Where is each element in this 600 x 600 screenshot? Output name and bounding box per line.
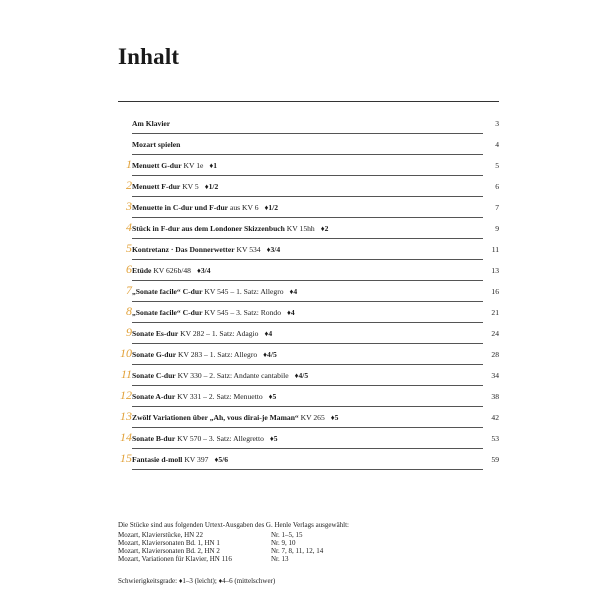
source-row (118, 555, 499, 563)
toc-number: 5 (126, 241, 132, 255)
toc-title: Etüde (132, 266, 152, 275)
toc-leader-line (132, 448, 483, 449)
toc-page-number: 13 (482, 266, 499, 276)
toc-entry (132, 371, 311, 381)
toc-leader-line (132, 280, 483, 281)
toc-level: ♦4 (287, 308, 295, 317)
toc-leader-line (132, 133, 483, 134)
toc-subtitle: KV 1e (181, 161, 204, 170)
toc-title: Zwölf Variationen über „Ah, vous dirai-je Maman“ (132, 413, 299, 422)
toc-page-number: 7 (482, 203, 499, 213)
toc-title: „Sonate facile“ C-dur (132, 308, 203, 317)
source-edition: Mozart, Klaviersonaten Bd. 1, HN 1 (118, 539, 220, 547)
toc-level: ♦3/4 (266, 245, 281, 254)
toc-title: Mozart spielen (132, 140, 181, 149)
toc-level: ♦4 (289, 287, 298, 296)
toc-title: Sonate B-dur (132, 434, 176, 443)
toc-row (118, 157, 499, 181)
toc-entry (132, 308, 298, 318)
toc-page-number: 5 (482, 161, 499, 171)
toc-row (118, 325, 499, 349)
toc-number: 11 (120, 367, 132, 381)
page-title: Inhalt (118, 44, 180, 69)
toc-subtitle: KV 282 – 1. Satz: Adagio (178, 329, 259, 338)
toc-page-number: 24 (482, 329, 499, 339)
toc-number: 4 (126, 220, 132, 234)
toc-title: Menuett G-dur (132, 161, 182, 170)
toc-subtitle: KV 545 – 3. Satz: Rondo (202, 308, 281, 317)
toc-level: ♦5 (269, 434, 278, 443)
toc-leader-line (132, 322, 483, 323)
toc-entry (132, 287, 300, 297)
toc-number: 1 (126, 157, 132, 171)
toc-entry (132, 245, 283, 255)
toc-row (118, 241, 499, 265)
toc-title: Kontretanz · Das Donnerwetter (132, 245, 235, 254)
source-edition: Mozart, Klavierstücke, HN 22 (118, 531, 203, 539)
toc-leader-line (132, 175, 483, 176)
toc-subtitle: KV 330 – 2. Satz: Andante cantabile (175, 371, 289, 380)
toc-page-number: 16 (482, 287, 499, 297)
toc-number: 7 (126, 283, 132, 297)
toc-title: Fantasie d-moll (132, 455, 183, 464)
source-numbers: Nr. 1–5, 15 (271, 531, 303, 539)
toc-subtitle: KV 15hh (284, 224, 315, 233)
toc-page-number: 11 (482, 245, 499, 255)
source-numbers: Nr. 7, 8, 11, 12, 14 (271, 547, 324, 555)
sources-list (118, 531, 499, 563)
toc-leader-line (132, 259, 483, 260)
toc-page-number: 34 (482, 371, 499, 381)
toc-row (118, 346, 499, 370)
sources-section (118, 521, 499, 563)
toc-title: Menuett F-dur (132, 182, 181, 191)
toc-entry (132, 413, 341, 423)
toc-row (118, 367, 499, 391)
toc-row (118, 388, 499, 412)
toc-row (118, 451, 499, 475)
toc-entry (132, 140, 189, 150)
toc-page-number: 42 (482, 413, 499, 423)
toc-row (118, 178, 499, 202)
toc-subtitle: KV 397 (182, 455, 209, 464)
toc-page-number: 3 (482, 119, 499, 129)
toc-level: ♦5/6 (214, 455, 229, 464)
toc-level: ♦5 (268, 392, 277, 401)
toc-title: Menuette in C-dur und F-dur (132, 203, 229, 212)
toc-title: „Sonate facile“ C-dur (132, 287, 203, 296)
toc-subtitle: KV 570 – 3. Satz: Allegretto (175, 434, 264, 443)
toc-level: ♦4/5 (263, 350, 277, 359)
toc-leader-line (132, 196, 483, 197)
toc-title: Am Klavier (132, 119, 171, 128)
toc-page-number: 38 (482, 392, 499, 402)
source-numbers: Nr. 13 (271, 555, 289, 563)
source-edition: Mozart, Variationen für Klavier, HN 116 (118, 555, 232, 563)
toc-entry (132, 161, 220, 171)
toc-leader-line (132, 469, 483, 470)
source-row (118, 531, 499, 539)
toc-page-number: 28 (482, 350, 499, 360)
difficulty-legend: Schwierigkeitsgrade: ♦1–3 (leicht); ♦4–6 (mittelschwer) (118, 577, 276, 585)
toc-leader-line (132, 385, 483, 386)
source-numbers: Nr. 9, 10 (271, 539, 296, 547)
toc-subtitle: KV 265 (298, 413, 325, 422)
toc-subtitle: KV 5 (180, 182, 199, 191)
toc-number: 8 (126, 304, 132, 318)
toc-level: ♦1 (209, 161, 218, 170)
toc-title: Stück in F-dur aus dem Londoner Skizzenbuch (132, 224, 285, 233)
toc-level: ♦1/2 (204, 182, 219, 191)
toc-entry (132, 329, 275, 339)
source-row (118, 547, 499, 555)
toc-row (118, 220, 499, 244)
toc-row (118, 304, 499, 328)
toc-page-number: 53 (482, 434, 499, 444)
toc-page-number: 4 (482, 140, 499, 150)
toc-subtitle: KV 545 – 1. Satz: Allegro (202, 287, 284, 296)
toc-number: 9 (126, 325, 132, 339)
toc-title: Sonate Es-dur (132, 329, 179, 338)
table-of-contents (118, 118, 499, 475)
toc-entry (132, 392, 279, 402)
toc-entry (132, 455, 231, 465)
toc-level: ♦5 (330, 413, 339, 422)
toc-number: 10 (120, 346, 132, 360)
toc-row (118, 262, 499, 286)
toc-row (118, 139, 499, 160)
toc-level: ♦4/5 (294, 371, 309, 380)
toc-leader-line (132, 343, 483, 344)
toc-title: Sonate G-dur (132, 350, 177, 359)
title-divider (118, 101, 499, 102)
toc-subtitle: KV 283 – 1. Satz: Allegro (176, 350, 258, 359)
toc-page-number: 21 (482, 308, 499, 318)
toc-level: ♦4 (264, 329, 273, 338)
toc-subtitle: aus KV 6 (228, 203, 259, 212)
toc-entry (132, 224, 331, 234)
toc-number: 15 (120, 451, 132, 465)
toc-title: Sonate C-dur (132, 371, 176, 380)
sources-intro: Die Stücke sind aus folgenden Urtext-Ausgaben des G. Henle Verlags ausgewählt: (118, 521, 350, 529)
toc-subtitle: KV 626b/48 (151, 266, 191, 275)
toc-leader-line (132, 301, 483, 302)
source-edition: Mozart, Klaviersonaten Bd. 2, HN 2 (118, 547, 220, 555)
toc-subtitle: KV 534 (234, 245, 261, 254)
toc-level: ♦1/2 (264, 203, 279, 212)
toc-subtitle: KV 331 – 2. Satz: Menuetto (175, 392, 263, 401)
source-row (118, 539, 499, 547)
toc-row (118, 199, 499, 223)
toc-leader-line (132, 427, 483, 428)
toc-row (118, 409, 499, 433)
toc-entry (132, 119, 179, 129)
toc-entry (132, 182, 221, 192)
toc-row (118, 283, 499, 307)
toc-leader-line (132, 154, 483, 155)
toc-page-number: 9 (482, 224, 499, 234)
toc-entry (132, 203, 281, 213)
toc-entry (132, 434, 281, 444)
toc-entry (132, 266, 214, 276)
toc-title: Sonate A-dur (132, 392, 176, 401)
toc-leader-line (132, 238, 483, 239)
toc-page-number: 6 (482, 182, 499, 192)
toc-number: 6 (126, 262, 132, 276)
toc-page-number: 59 (482, 455, 499, 465)
toc-number: 2 (126, 178, 132, 192)
toc-row (118, 118, 499, 139)
toc-leader-line (132, 364, 483, 365)
toc-number: 14 (120, 430, 132, 444)
toc-leader-line (132, 406, 483, 407)
toc-number: 12 (120, 388, 132, 402)
toc-number: 13 (120, 409, 132, 423)
toc-row (118, 430, 499, 454)
toc-number: 3 (126, 199, 132, 213)
toc-level: ♦2 (320, 224, 329, 233)
toc-level: ♦3/4 (196, 266, 211, 275)
toc-entry (132, 350, 280, 360)
toc-leader-line (132, 217, 483, 218)
